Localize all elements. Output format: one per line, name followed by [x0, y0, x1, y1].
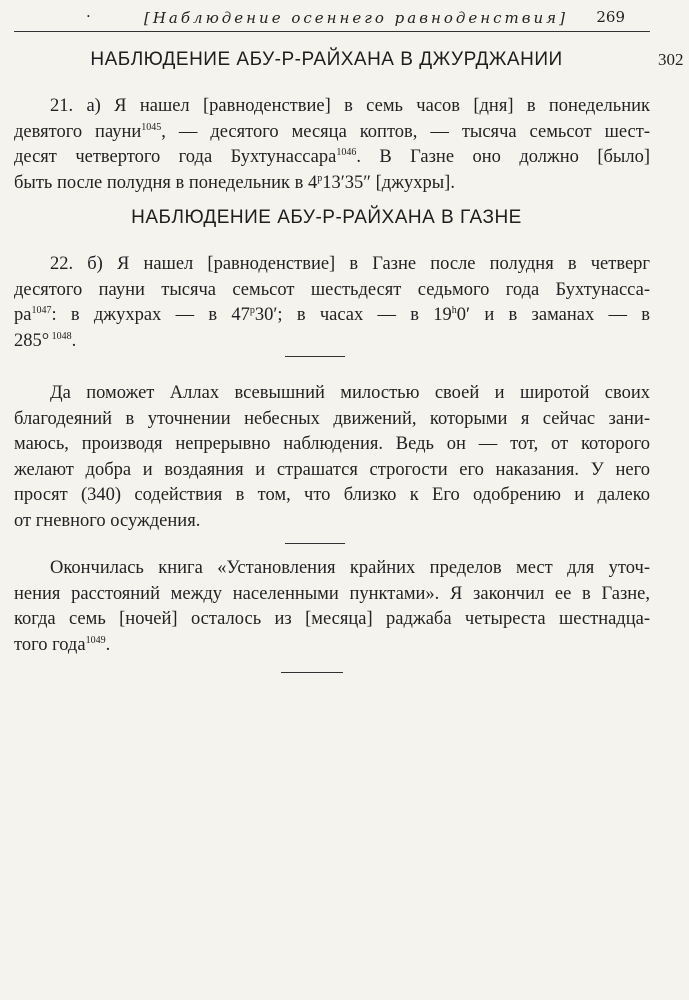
running-head	[0, 4, 689, 30]
margin-number: 302	[658, 50, 684, 69]
text-line: когда семь [ночей] осталось из [месяца] раджаба четыреста шестнадца-	[14, 609, 650, 629]
paragraph-prayer	[14, 381, 650, 534]
text-line: $ра^{1047}$: в джухрах — в $47^р30'$; в часах — в 19$^h$0′ и в заманах — в	[14, 305, 650, 325]
footnote-ref: 1048	[49, 330, 72, 342]
text-line: благодеяний в уточнении небесных движений, которыми я сейчас зани-	[14, 408, 650, 429]
section-divider	[285, 356, 345, 357]
section-heading-jurjan: НАБЛЮДЕНИЕ АБУ-Р-РАЙХАНА В ДЖУРДЖАНИИ	[90, 49, 563, 70]
text-line: просят (340) содействия в том, что близко к Его одобрению и далеко	[14, 485, 650, 505]
text-line: Да поможет Аллах всевышний милостью своей и широтой своих	[50, 383, 650, 403]
text-line: желают добра и воздаяния и страшатся строгости его наказания. У него	[14, 459, 650, 480]
footnote-ref: 1049	[85, 634, 106, 646]
text-line: десят четвертого года Бухтунассара$^{1046}$. В Газне оно должно [было]	[14, 147, 650, 167]
footnote-ref: 1047	[31, 305, 52, 316]
text-line: того года$^{1049}$.	[14, 634, 111, 655]
text-line: десятого пауни тысяча семьсот шестьдесят седьмого года Бухтунасса-	[14, 279, 650, 300]
text-line: 21. а) Я нашел [равноденствие] в семь часов [дня] в понедельник	[50, 96, 650, 116]
running-head-dot: ·	[86, 7, 91, 25]
footnote-ref: 1045	[141, 121, 162, 133]
text-line: от гневного осуждения.	[14, 510, 201, 531]
end-divider	[281, 672, 343, 673]
paragraph-colophon	[14, 556, 650, 658]
page-number: 269	[596, 8, 625, 26]
text-line: 285° $^{1048}$.	[14, 330, 77, 351]
footnote-ref: 1046	[336, 147, 357, 158]
running-head-title: [Наблюдение осеннего равноденствия]	[144, 9, 568, 27]
text-line: нения расстояний между населенными пунктами». Я закончил ее в Газне,	[14, 583, 650, 604]
paragraph-21	[14, 94, 650, 196]
paragraph-22	[14, 252, 650, 354]
section-heading-ghazna: НАБЛЮДЕНИЕ АБУ-Р-РАЙХАНА В ГАЗНЕ	[131, 207, 522, 228]
section-divider	[285, 543, 345, 544]
text-line: Окончилась книга «Установления крайних пределов мест для уточ-	[50, 558, 650, 578]
text-line: девятого пауни$^{1045}$, — десятого месяца коптов, — тысяча семьсот шест-	[14, 121, 650, 142]
text-line: быть после полудня в понедельник в $4^р13'35''$ [джухры].	[14, 172, 455, 193]
text-line: маюсь, производя непрерывно наблюдения. Ведь он — тот, от которого	[14, 434, 650, 454]
text-line: 22. б) Я нашел [равноденствие] в Газне после полудня в четверг	[50, 254, 650, 274]
header-rule	[14, 31, 650, 32]
